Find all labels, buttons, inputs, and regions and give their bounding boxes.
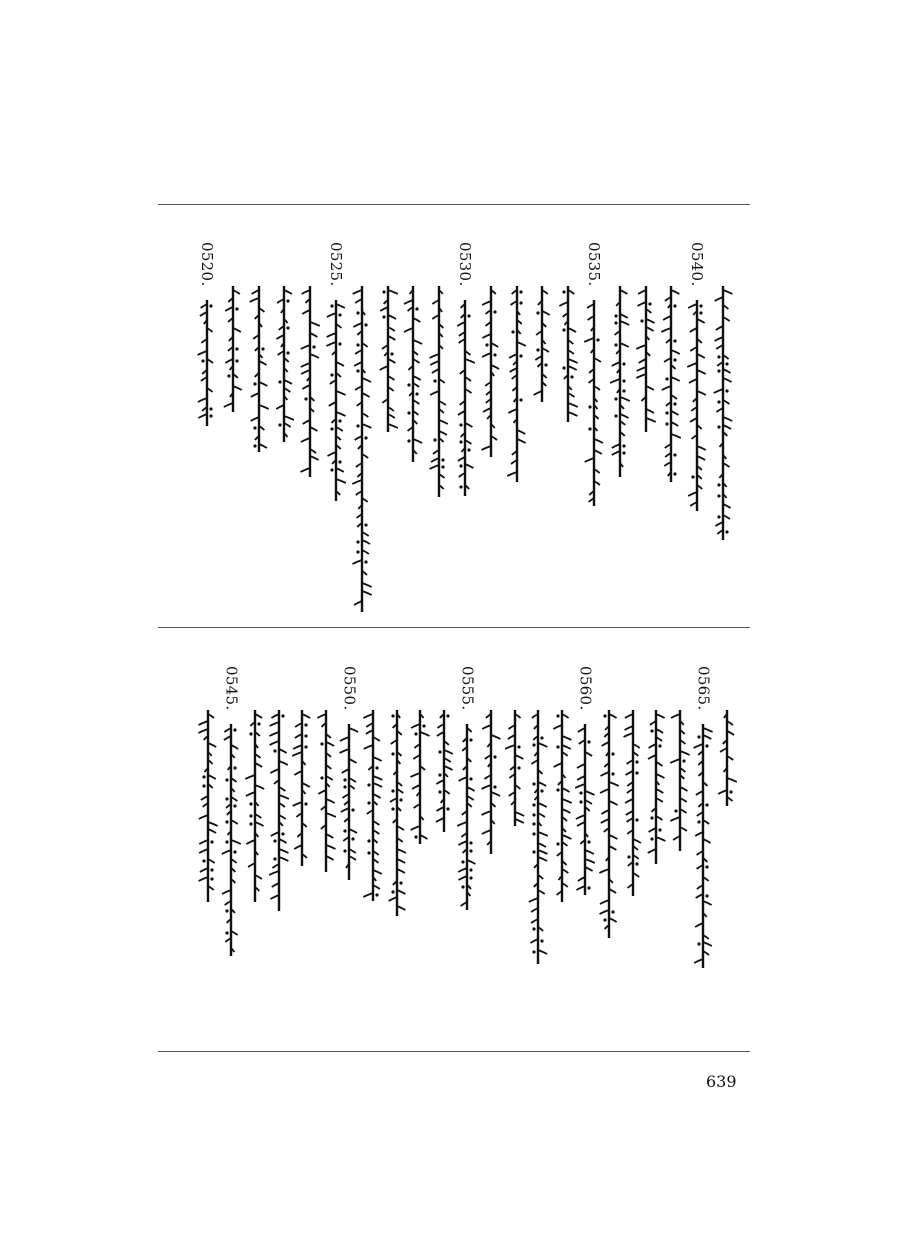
- mongolian-script-line: [575, 724, 595, 899]
- verse-line: [478, 242, 504, 517]
- verse-line: [643, 666, 669, 941]
- mongolian-script-line: [693, 724, 713, 972]
- mongolian-script-line: [687, 300, 707, 515]
- mongolian-script-line: [636, 286, 656, 436]
- mongolian-script-line: [245, 710, 265, 906]
- verse-line: [195, 666, 221, 941]
- verse-line: [549, 666, 575, 941]
- verse-line: [581, 242, 607, 517]
- mongolian-script-line: [457, 724, 477, 914]
- verse-line: [525, 666, 551, 941]
- mongolian-script-line: [378, 286, 398, 436]
- mongolian-script-line: [661, 286, 681, 486]
- mongolian-script-line: [339, 724, 359, 884]
- script-glyphs: [434, 710, 454, 836]
- line-number: 0530.: [456, 242, 474, 287]
- line-number: 0540.: [688, 242, 707, 287]
- verse-line: [452, 242, 478, 517]
- verse-line: [572, 666, 598, 941]
- mongolian-script-line: [528, 710, 548, 968]
- mongolian-script-line: [599, 710, 619, 942]
- top-rule: [158, 204, 750, 205]
- mongolian-script-line: [316, 710, 336, 876]
- verse-line: [400, 242, 426, 517]
- verse-line: [246, 242, 272, 517]
- verse-line: [194, 242, 220, 517]
- line-number: 0560.: [576, 666, 595, 711]
- mongolian-script-line: [481, 710, 501, 858]
- mongolian-script-line: [558, 286, 578, 426]
- verse-line: [607, 242, 633, 517]
- verse-line: [349, 242, 375, 517]
- line-number: 0555.: [458, 666, 477, 711]
- verse-line: [407, 666, 433, 941]
- mongolian-script-line: [646, 710, 666, 868]
- verse-line: [710, 242, 736, 517]
- verse-line: [714, 666, 740, 941]
- bottom-verse-section: [158, 666, 750, 941]
- script-glyphs: [610, 286, 630, 481]
- line-number: 0520.: [198, 242, 216, 287]
- verse-line: [313, 666, 339, 941]
- verse-line: [502, 666, 528, 941]
- verse-line: [218, 666, 244, 941]
- verse-line: [684, 242, 710, 517]
- mongolian-script-line: [274, 286, 294, 446]
- script-glyphs: [223, 286, 243, 416]
- verse-line: [242, 666, 268, 941]
- script-glyphs: [410, 710, 430, 848]
- verse-line: [504, 242, 530, 517]
- verse-line: [658, 242, 684, 517]
- mongolian-script-line: [300, 286, 320, 481]
- script-glyphs: [197, 300, 217, 430]
- script-glyphs: [245, 710, 265, 906]
- script-glyphs: [300, 286, 320, 481]
- script-glyphs: [269, 710, 289, 915]
- script-glyphs: [429, 286, 449, 501]
- script-glyphs: [457, 724, 477, 914]
- script-glyphs: [575, 724, 595, 899]
- mongolian-script-line: [352, 286, 372, 616]
- script-glyphs: [636, 286, 656, 436]
- verse-line: [596, 666, 622, 941]
- script-glyphs: [558, 286, 578, 426]
- mongolian-script-line: [326, 300, 346, 505]
- verse-line: [384, 666, 410, 941]
- mongolian-script-line: [455, 300, 475, 500]
- middle-rule: [158, 627, 750, 628]
- script-glyphs: [352, 286, 372, 616]
- script-glyphs: [646, 710, 666, 868]
- mongolian-script-line: [363, 710, 383, 905]
- mongolian-script-line: [713, 286, 733, 544]
- verse-line: [620, 666, 646, 941]
- script-glyphs: [661, 286, 681, 486]
- verse-line: [555, 242, 581, 517]
- mongolian-script-line: [481, 286, 501, 461]
- mongolian-script-line: [532, 286, 552, 406]
- verse-line: [478, 666, 504, 941]
- script-glyphs: [378, 286, 398, 436]
- mongolian-script-line: [717, 710, 737, 810]
- verse-line: [667, 666, 693, 941]
- verse-line: [529, 242, 555, 517]
- script-glyphs: [316, 710, 336, 876]
- page-number: 639: [706, 1072, 737, 1091]
- script-glyphs: [623, 710, 643, 900]
- script-glyphs: [481, 710, 501, 858]
- script-glyphs: [363, 710, 383, 905]
- script-glyphs: [687, 300, 707, 515]
- mongolian-script-line: [292, 710, 312, 870]
- script-glyphs: [584, 300, 604, 510]
- line-number: 0535.: [585, 242, 603, 287]
- verse-line: [336, 666, 362, 941]
- line-number: 0550.: [340, 666, 359, 711]
- verse-line: [323, 242, 349, 517]
- script-glyphs: [198, 710, 218, 906]
- verse-line: [431, 666, 457, 941]
- bottom-rule: [158, 1051, 750, 1052]
- script-glyphs: [481, 286, 501, 461]
- script-glyphs: [532, 286, 552, 406]
- verse-line: [375, 242, 401, 517]
- script-glyphs: [552, 710, 572, 906]
- mongolian-script-line: [403, 286, 423, 466]
- mongolian-script-line: [623, 710, 643, 900]
- script-glyphs: [221, 724, 241, 960]
- line-number: 0565.: [694, 666, 713, 711]
- line-number: 0545.: [222, 666, 241, 711]
- script-glyphs: [326, 300, 346, 505]
- mongolian-script-line: [670, 710, 690, 855]
- mongolian-script-line: [584, 300, 604, 510]
- verse-line: [289, 666, 315, 941]
- mongolian-script-line: [221, 724, 241, 960]
- mongolian-script-line: [552, 710, 572, 906]
- verse-line: [220, 242, 246, 517]
- verse-line: [297, 242, 323, 517]
- line-number: 0525.: [327, 242, 345, 287]
- mongolian-script-line: [198, 710, 218, 906]
- mongolian-script-line: [223, 286, 243, 416]
- verse-line: [690, 666, 716, 941]
- verse-line: [633, 242, 659, 517]
- script-glyphs: [599, 710, 619, 942]
- mongolian-script-line: [249, 286, 269, 456]
- mongolian-script-line: [387, 710, 407, 920]
- verse-line: [266, 666, 292, 941]
- script-glyphs: [528, 710, 548, 968]
- script-glyphs: [507, 286, 527, 486]
- verse-line: [454, 666, 480, 941]
- script-glyphs: [693, 724, 713, 972]
- verse-line: [426, 242, 452, 517]
- script-glyphs: [505, 710, 525, 830]
- script-glyphs: [717, 710, 737, 810]
- script-glyphs: [713, 286, 733, 544]
- script-glyphs: [292, 710, 312, 870]
- script-glyphs: [403, 286, 423, 466]
- script-glyphs: [339, 724, 359, 884]
- script-glyphs: [387, 710, 407, 920]
- verse-line: [271, 242, 297, 517]
- top-verse-section: [158, 242, 750, 517]
- script-glyphs: [249, 286, 269, 456]
- mongolian-script-line: [610, 286, 630, 481]
- script-glyphs: [455, 300, 475, 500]
- mongolian-script-line: [505, 710, 525, 830]
- mongolian-script-line: [507, 286, 527, 486]
- mongolian-script-line: [197, 300, 217, 430]
- mongolian-script-line: [410, 710, 430, 848]
- mongolian-script-line: [269, 710, 289, 915]
- script-glyphs: [274, 286, 294, 446]
- script-glyphs: [670, 710, 690, 855]
- mongolian-script-line: [429, 286, 449, 501]
- mongolian-script-line: [434, 710, 454, 836]
- verse-line: [360, 666, 386, 941]
